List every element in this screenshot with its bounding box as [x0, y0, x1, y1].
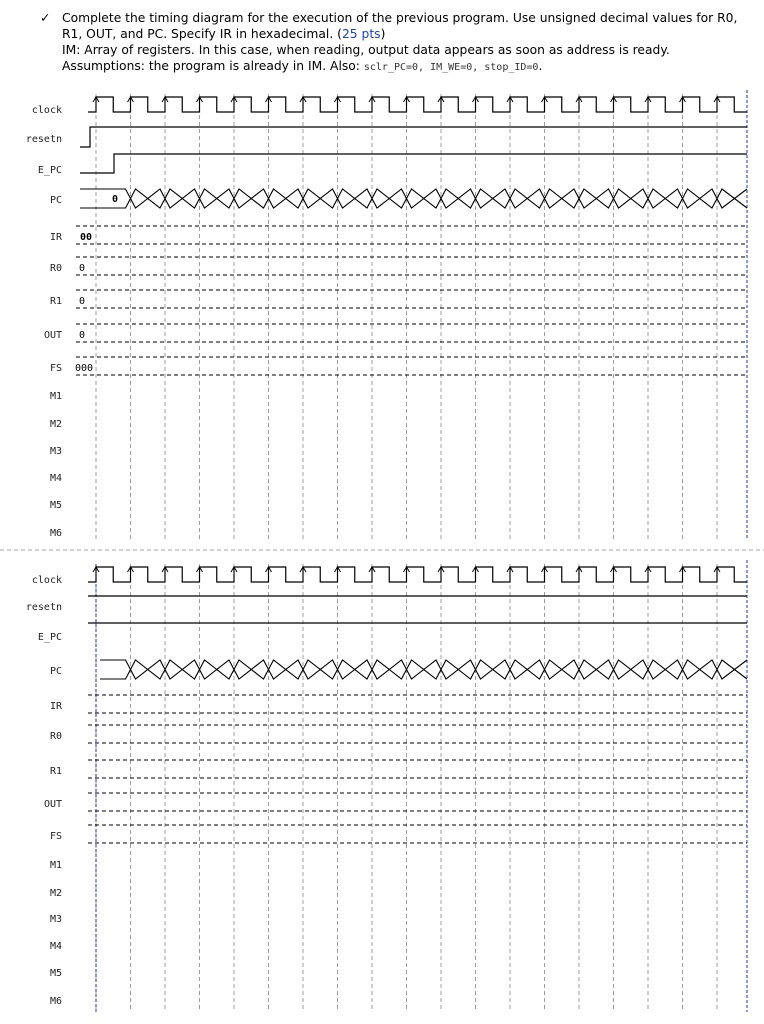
clock-wave	[88, 567, 747, 582]
panel-bottom	[26, 560, 747, 1012]
panel-top	[26, 90, 747, 540]
signal-label-r1: R1	[49, 296, 62, 307]
signal-label-pc: PC	[49, 666, 62, 677]
signal-label-ir: IR	[49, 232, 62, 243]
signal-label-m1: M1	[49, 391, 62, 402]
signal-label-m1: M1	[49, 860, 62, 871]
signal-label-out: OUT	[43, 330, 62, 341]
signal-label-m2: M2	[49, 888, 62, 899]
resetn-wave	[80, 127, 747, 147]
clock-wave	[88, 97, 747, 112]
signal-label-ir: IR	[49, 701, 62, 712]
signal-label-m3: M3	[49, 446, 62, 457]
pc-bus-top	[80, 189, 747, 208]
signal-label-m3: M3	[49, 914, 62, 925]
points-value: 25 pts	[341, 27, 381, 41]
instruction-text: Complete the timing diagram for the execution of the previous program. Use unsigned decimal values for R0, R1, OUT, and PC. Specify IR in hexadecimal. (	[62, 11, 738, 41]
signal-label-r1: R1	[49, 766, 62, 777]
assumptions-code: sclr_PC=0, IM_WE=0, stop_ID=0	[363, 62, 539, 73]
instruction-line-2: IM: Array of registers. In this case, when reading, output data appears as soon as address is ready.	[62, 43, 670, 57]
signal-label-resetn: resetn	[25, 602, 62, 613]
fs-initial-value: 000	[75, 363, 94, 374]
signal-label-e-pc: E_PC	[37, 165, 62, 176]
signal-label-out: OUT	[43, 799, 62, 810]
signal-label-m2: M2	[49, 419, 62, 430]
signal-label-r0: R0	[49, 263, 62, 274]
assumptions-prefix: Assumptions: the program is already in IM. Also:	[62, 59, 364, 73]
signal-label-fs: FS	[49, 363, 62, 374]
pc-bus-bottom	[80, 189, 747, 208]
instruction-text-end: )	[380, 27, 386, 41]
check-icon: ✓	[40, 11, 51, 25]
r0-initial-value: 0	[79, 263, 86, 274]
signal-label-pc: PC	[49, 195, 62, 206]
signal-label-m6: M6	[49, 528, 62, 539]
ir-initial-value: 00	[80, 232, 93, 243]
signal-label-clock: clock	[31, 105, 62, 116]
e-pc-wave	[80, 154, 747, 173]
pc-initial-value: 0	[112, 194, 119, 205]
signal-label-e-pc: E_PC	[37, 632, 62, 643]
signal-label-m4: M4	[49, 941, 62, 952]
signal-label-resetn: resetn	[25, 134, 62, 145]
out-initial-value: 0	[79, 330, 86, 341]
assumptions-suffix: .	[538, 59, 543, 73]
signal-label-fs: FS	[49, 831, 62, 842]
pc-bus-bottom	[100, 660, 747, 679]
r1-initial-value: 0	[79, 296, 86, 307]
signal-label-m5: M5	[49, 500, 62, 511]
signal-label-m6: M6	[49, 996, 62, 1007]
signal-label-m4: M4	[49, 473, 62, 484]
signal-label-clock: clock	[31, 575, 62, 586]
signal-label-r0: R0	[49, 731, 62, 742]
signal-label-m5: M5	[49, 968, 62, 979]
